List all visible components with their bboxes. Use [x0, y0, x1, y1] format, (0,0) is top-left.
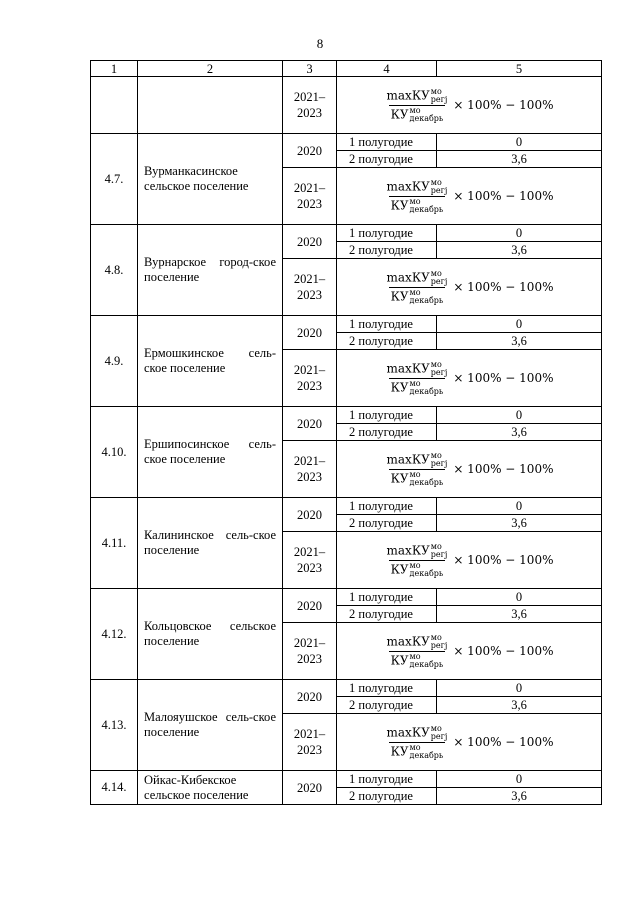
settlement-name: Ершипосинское сель-ское поселение: [138, 407, 283, 498]
formula-cell: [337, 77, 602, 134]
num-cell: [91, 77, 138, 134]
period-label: 2 полугодие: [337, 151, 437, 168]
growth-formula: [337, 179, 601, 214]
header-cell: 1: [91, 61, 138, 77]
value-cell: 0: [437, 498, 602, 515]
formula-denominator: КУ мо декабрь: [390, 742, 444, 760]
growth-formula: [337, 88, 601, 123]
period-label: 2 полугодие: [337, 606, 437, 623]
formula-fraction: [385, 634, 450, 669]
formula-numerator: maxКУ мо регj: [386, 541, 448, 559]
year-cell: 2020: [283, 407, 337, 441]
growth-formula: [337, 452, 601, 487]
data-row: [91, 498, 602, 515]
value-cell: 3,6: [437, 333, 602, 350]
period-label: 1 полугодие: [337, 771, 437, 788]
year-cell: 2021– 2023: [283, 441, 337, 498]
formula-tail: × 100% − 100%: [453, 280, 554, 294]
formula-denominator: КУ мо декабрь: [390, 560, 444, 578]
page-number: 8: [316, 36, 324, 51]
period-label: 1 полугодие: [337, 589, 437, 606]
settlement-name: Малояушское сель-ское поселение: [138, 680, 283, 771]
name-cell: [138, 77, 283, 134]
data-row: [91, 407, 602, 424]
value-cell: 0: [437, 680, 602, 697]
formula-fraction: [385, 725, 450, 760]
year-cell: 2020: [283, 771, 337, 805]
value-cell: 3,6: [437, 606, 602, 623]
formula-fraction: [385, 270, 450, 305]
header-cell: 2: [138, 61, 283, 77]
growth-formula: [337, 270, 601, 305]
value-cell: 3,6: [437, 424, 602, 441]
settlement-name: Калининское сель-ское поселение: [138, 498, 283, 589]
period-label: 1 полугодие: [337, 225, 437, 242]
year-cell: 2020: [283, 316, 337, 350]
data-row: [91, 316, 602, 333]
header-cell: 5: [437, 61, 602, 77]
value-cell: 0: [437, 771, 602, 788]
row-number: 4.13.: [91, 680, 138, 771]
formula-cell: [337, 532, 602, 589]
period-label: 1 полугодие: [337, 498, 437, 515]
year-cell: 2021– 2023: [283, 532, 337, 589]
formula-tail: × 100% − 100%: [453, 644, 554, 658]
formula-tail: × 100% − 100%: [453, 553, 554, 567]
value-cell: 0: [437, 134, 602, 151]
row-number: 4.14.: [91, 771, 138, 805]
settlement-name: Ермошкинское сель-ское поселение: [138, 316, 283, 407]
year-cell: 2021– 2023: [283, 168, 337, 225]
data-row: [91, 771, 602, 788]
formula-numerator: maxКУ мо регj: [386, 359, 448, 377]
year-cell: 2021– 2023: [283, 77, 337, 134]
period-label: 2 полугодие: [337, 788, 437, 805]
formula-cell: [337, 350, 602, 407]
formula-fraction: [385, 452, 450, 487]
formula-numerator: maxКУ мо регj: [386, 86, 448, 104]
value-cell: 3,6: [437, 151, 602, 168]
growth-formula: [337, 543, 601, 578]
tariff-table: [90, 60, 602, 805]
data-row: [91, 680, 602, 697]
row-number: 4.11.: [91, 498, 138, 589]
formula-numerator: maxКУ мо регj: [386, 632, 448, 650]
header-cell: 3: [283, 61, 337, 77]
value-cell: 0: [437, 407, 602, 424]
continuation-row: [91, 77, 602, 134]
value-cell: 3,6: [437, 697, 602, 714]
year-cell: 2020: [283, 589, 337, 623]
formula-denominator: КУ мо декабрь: [390, 287, 444, 305]
header-cell: 4: [337, 61, 437, 77]
formula-cell: [337, 168, 602, 225]
data-row: [91, 589, 602, 606]
data-row: [91, 134, 602, 151]
value-cell: 0: [437, 589, 602, 606]
formula-denominator: КУ мо декабрь: [390, 469, 444, 487]
period-label: 1 полугодие: [337, 134, 437, 151]
period-label: 2 полугодие: [337, 424, 437, 441]
year-cell: 2021– 2023: [283, 259, 337, 316]
formula-numerator: maxКУ мо регj: [386, 268, 448, 286]
period-label: 2 полугодие: [337, 515, 437, 532]
formula-denominator: КУ мо декабрь: [390, 651, 444, 669]
formula-fraction: [385, 179, 450, 214]
formula-tail: × 100% − 100%: [453, 735, 554, 749]
period-label: 2 полугодие: [337, 697, 437, 714]
growth-formula: [337, 725, 601, 760]
formula-fraction: [385, 88, 450, 123]
formula-denominator: КУ мо декабрь: [390, 105, 444, 123]
data-row: [91, 225, 602, 242]
year-cell: 2020: [283, 134, 337, 168]
period-label: 1 полугодие: [337, 407, 437, 424]
value-cell: 0: [437, 316, 602, 333]
formula-denominator: КУ мо декабрь: [390, 378, 444, 396]
formula-denominator: КУ мо декабрь: [390, 196, 444, 214]
value-cell: 3,6: [437, 788, 602, 805]
formula-cell: [337, 441, 602, 498]
value-cell: 3,6: [437, 515, 602, 532]
row-number: 4.7.: [91, 134, 138, 225]
formula-tail: × 100% − 100%: [453, 462, 554, 476]
formula-cell: [337, 714, 602, 771]
growth-formula: [337, 361, 601, 396]
formula-tail: × 100% − 100%: [453, 371, 554, 385]
row-number: 4.12.: [91, 589, 138, 680]
row-number: 4.8.: [91, 225, 138, 316]
year-cell: 2020: [283, 680, 337, 714]
settlement-name: Ойкас-Кибекское сельское поселение: [138, 771, 283, 805]
year-cell: 2021– 2023: [283, 623, 337, 680]
period-label: 2 полугодие: [337, 242, 437, 259]
formula-fraction: [385, 543, 450, 578]
year-cell: 2021– 2023: [283, 350, 337, 407]
period-label: 1 полугодие: [337, 316, 437, 333]
formula-fraction: [385, 361, 450, 396]
settlement-name: Вурнарское город-ское поселение: [138, 225, 283, 316]
period-label: 2 полугодие: [337, 333, 437, 350]
header-row: [91, 61, 602, 77]
settlement-name: Вурманкасинское сельское поселение: [138, 134, 283, 225]
year-cell: 2020: [283, 225, 337, 259]
formula-tail: × 100% − 100%: [453, 98, 554, 112]
year-cell: 2021– 2023: [283, 714, 337, 771]
formula-tail: × 100% − 100%: [453, 189, 554, 203]
formula-numerator: maxКУ мо регj: [386, 450, 448, 468]
formula-cell: [337, 259, 602, 316]
row-number: 4.10.: [91, 407, 138, 498]
formula-numerator: maxКУ мо регj: [386, 177, 448, 195]
settlement-name: Кольцовское сельское поселение: [138, 589, 283, 680]
period-label: 1 полугодие: [337, 680, 437, 697]
value-cell: 3,6: [437, 242, 602, 259]
growth-formula: [337, 634, 601, 669]
row-number: 4.9.: [91, 316, 138, 407]
formula-numerator: maxКУ мо регj: [386, 723, 448, 741]
value-cell: 0: [437, 225, 602, 242]
formula-cell: [337, 623, 602, 680]
year-cell: 2020: [283, 498, 337, 532]
